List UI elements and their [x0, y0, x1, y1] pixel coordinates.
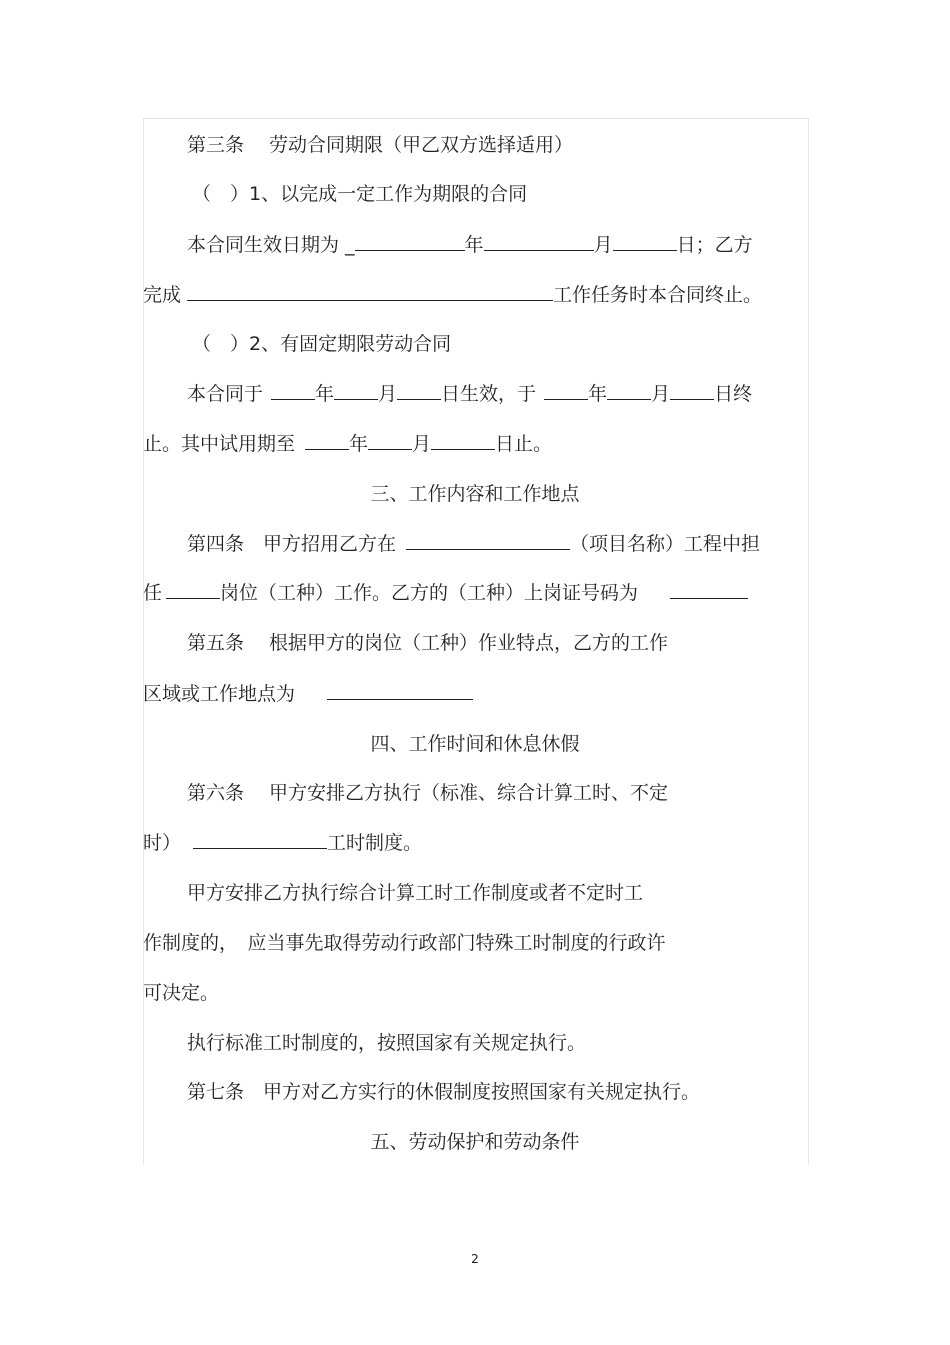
blank-end-year-field[interactable] [544, 381, 588, 400]
standard-hours-line: 执行标准工时制度的，按照国家有关规定执行。 [187, 1032, 587, 1054]
blank-probation-year-field[interactable] [305, 431, 349, 450]
paragraph-line-3: 可决定。 [143, 982, 220, 1004]
work-location-line: 区域或工作地点为 [143, 681, 473, 707]
blank-end-day-field[interactable] [670, 381, 714, 400]
page-number: 2 [471, 1252, 479, 1266]
blank-year-field[interactable] [355, 232, 465, 251]
section-3-heading: 三、工作内容和工作地点 [370, 483, 580, 505]
paragraph-line-2: 作制度的， 应当事先取得劳动行政部门特殊工时制度的行政许 [143, 932, 666, 954]
probation-line: 止。其中试用期至 年 月 日止。 [143, 433, 553, 455]
blank-end-month-field[interactable] [607, 381, 651, 400]
option-1-completion-line: 完成 工作任务时本合同终止。 [143, 284, 763, 306]
article-7-line: 第七条 甲方对乙方实行的休假制度按照国家有关规定执行。 [187, 1081, 701, 1103]
paragraph-line-1: 甲方安排乙方执行综合计算工时工作制度或者不定时工 [187, 882, 644, 904]
option-2-period-line: 本合同于 年 月 日生效，于 年 月 日终 [187, 383, 753, 405]
blank-day-field[interactable] [613, 232, 677, 251]
article-4-position-line: 任 岗位（工种）工作。乙方的（工种）上岗证号码为 [143, 580, 748, 606]
article-6-line: 第六条 甲方安排乙方执行（标准、综合计算工时、不定 [187, 782, 669, 804]
article-4-line: 第四条 甲方招用乙方在 （项目名称）工程中担 [187, 533, 761, 555]
section-4-heading: 四、工作时间和休息休假 [370, 733, 580, 755]
blank-certificate-number-field[interactable] [670, 580, 748, 599]
blank-work-location-field[interactable] [327, 681, 473, 700]
blank-probation-month-field[interactable] [368, 431, 412, 450]
blank-probation-day-field[interactable] [431, 431, 495, 450]
blank-start-day-field[interactable] [397, 381, 441, 400]
blank-position-field[interactable] [166, 580, 220, 599]
option-1-label: （ ）1、以完成一定工作为期限的合同 [192, 183, 528, 205]
section-5-heading: 五、劳动保护和劳动条件 [370, 1131, 580, 1153]
blank-task-field[interactable] [187, 282, 553, 301]
article-5-line: 第五条 根据甲方的岗位（工种）作业特点，乙方的工作 [187, 632, 669, 654]
blank-project-name-field[interactable] [406, 531, 570, 550]
blank-hours-system-field[interactable] [193, 830, 327, 849]
option-2-label: （ ）2、有固定期限劳动合同 [192, 333, 452, 355]
option-1-effective-date-line: 本合同生效日期为 _ 年 月 日；乙方 [187, 234, 753, 256]
article-3-heading: 第三条 劳动合同期限（甲乙双方选择适用） [187, 134, 574, 156]
blank-month-field[interactable] [484, 232, 594, 251]
working-hours-system-line: 时） 工时制度。 [143, 832, 423, 854]
blank-start-year-field[interactable] [271, 381, 315, 400]
blank-start-month-field[interactable] [334, 381, 378, 400]
